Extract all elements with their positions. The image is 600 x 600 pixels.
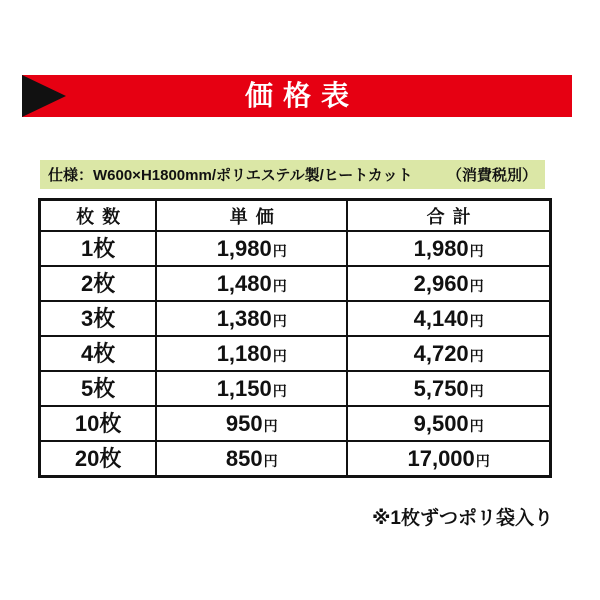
yen-suffix: 円: [272, 347, 287, 364]
unit-price-cell: [156, 441, 347, 477]
table-row: [40, 406, 551, 441]
unit-price-value: 1,980: [216, 235, 272, 261]
yen-suffix: 円: [469, 277, 484, 294]
yen-suffix: 円: [469, 347, 484, 364]
total-value: 2,960: [413, 270, 469, 296]
unit-price-value: 1,180: [216, 340, 272, 366]
unit-price-value: 850: [225, 445, 263, 471]
total-cell: [347, 266, 550, 301]
spec-text: 仕様：W600×H1800mm/ポリエステル製/ヒートカット: [48, 167, 413, 184]
quantity-cell: 1枚: [40, 231, 157, 266]
yen-suffix: 円: [475, 452, 490, 469]
quantity-cell: 5枚: [40, 371, 157, 406]
unit-price-value: 950: [225, 410, 263, 436]
unit-price-cell: [156, 266, 347, 301]
table-header-row: [40, 200, 551, 232]
tax-note: （消費税別）: [446, 167, 537, 184]
total-cell: [347, 406, 550, 441]
yen-suffix: 円: [272, 242, 287, 259]
yen-suffix: 円: [272, 312, 287, 329]
unit-price-cell: [156, 336, 347, 371]
total-value: 5,750: [413, 375, 469, 401]
unit-price-cell: [156, 231, 347, 266]
total-value: 4,720: [413, 340, 469, 366]
quantity-cell: 3枚: [40, 301, 157, 336]
table-row: [40, 231, 551, 266]
total-value: 17,000: [407, 445, 475, 471]
title-banner: [22, 75, 572, 117]
yen-suffix: 円: [272, 382, 287, 399]
unit-price-value: 1,150: [216, 375, 272, 401]
price-table: [38, 198, 552, 478]
footer-note: ※1枚ずつポリ袋入り: [371, 508, 553, 529]
yen-suffix: 円: [263, 417, 278, 434]
quantity-cell: 20枚: [40, 441, 157, 477]
total-cell: [347, 336, 550, 371]
yen-suffix: 円: [272, 277, 287, 294]
table-row: [40, 371, 551, 406]
column-header-unit-price: 単価: [156, 200, 347, 232]
column-header-total: 合計: [347, 200, 550, 232]
yen-suffix: 円: [469, 382, 484, 399]
flag-triangle-icon: [22, 75, 66, 117]
quantity-cell: 2枚: [40, 266, 157, 301]
table-row: [40, 336, 551, 371]
unit-price-value: 1,380: [216, 305, 272, 331]
yen-suffix: 円: [469, 242, 484, 259]
spec-bar: [40, 160, 545, 189]
total-cell: [347, 231, 550, 266]
yen-suffix: 円: [263, 452, 278, 469]
table-row: [40, 441, 551, 477]
total-value: 1,980: [413, 235, 469, 261]
unit-price-cell: [156, 301, 347, 336]
unit-price-cell: [156, 406, 347, 441]
table-row: [40, 266, 551, 301]
unit-price-cell: [156, 371, 347, 406]
total-cell: [347, 371, 550, 406]
unit-price-value: 1,480: [216, 270, 272, 296]
yen-suffix: 円: [469, 417, 484, 434]
total-value: 9,500: [413, 410, 469, 436]
table-row: [40, 301, 551, 336]
quantity-cell: 10枚: [40, 406, 157, 441]
yen-suffix: 円: [469, 312, 484, 329]
column-header-quantity: 枚数: [40, 200, 157, 232]
total-value: 4,140: [413, 305, 469, 331]
quantity-cell: 4枚: [40, 336, 157, 371]
total-cell: [347, 441, 550, 477]
page-title: 価格表: [244, 80, 359, 111]
total-cell: [347, 301, 550, 336]
